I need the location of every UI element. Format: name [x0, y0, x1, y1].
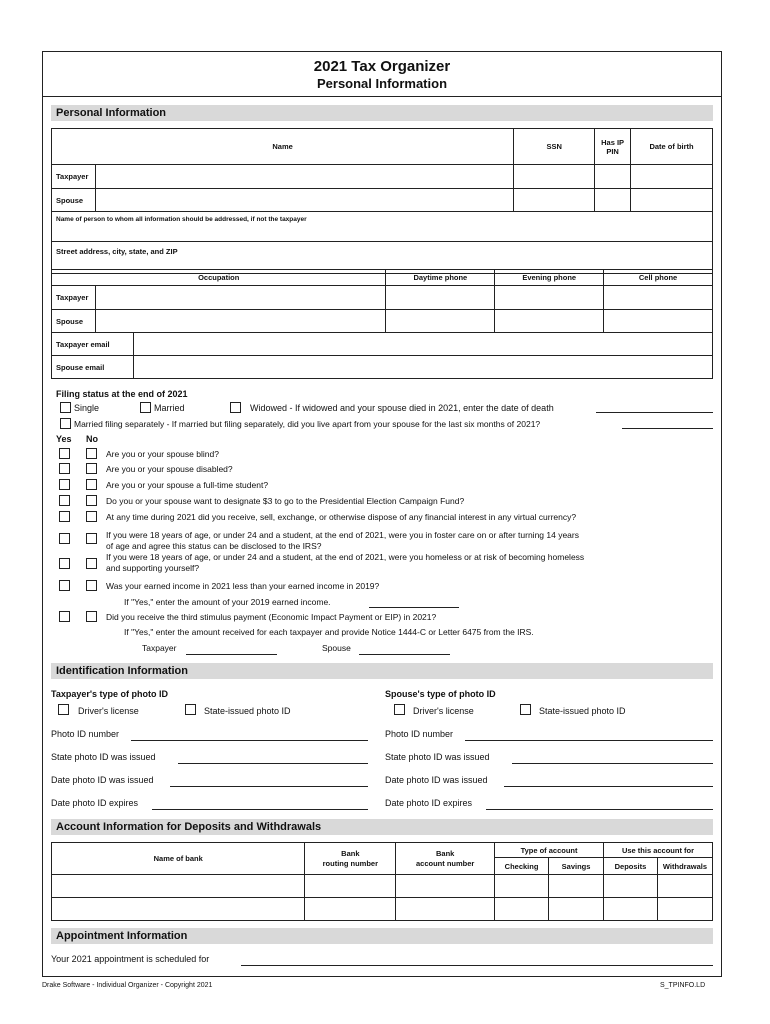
evening-phone-header: Evening phone: [495, 270, 604, 286]
married-checkbox[interactable]: [140, 402, 151, 413]
taxpayer-state-issued-line[interactable]: [178, 763, 368, 764]
widowed-label: Widowed - If widowed and your spouse died in 2021, enter the date of death: [250, 403, 554, 413]
bank1-savings-field[interactable]: [549, 875, 604, 898]
filing-status-heading: Filing status at the end of 2021: [56, 389, 188, 399]
married-label: Married: [154, 403, 185, 413]
taxpayer-state-id-checkbox[interactable]: [185, 704, 196, 715]
routing-header-line2: routing number: [322, 858, 379, 868]
disabled-yes-checkbox[interactable]: [59, 463, 70, 474]
mfs-answer-line[interactable]: [622, 428, 713, 429]
taxpayer-dob-field[interactable]: [631, 165, 713, 189]
homeless-no-checkbox[interactable]: [86, 558, 97, 569]
email-table: [51, 332, 713, 379]
taxpayer-daytime-field[interactable]: [386, 286, 495, 310]
taxpayer-email-label: Taxpayer email: [52, 333, 134, 356]
stimulus-followup: If "Yes," enter the amount received for each taxpayer and provide Notice 1444-C or Letter 6475 from the IRS.: [124, 627, 534, 637]
ssn-header: SSN: [514, 129, 595, 165]
bank2-deposits-field[interactable]: [604, 898, 658, 921]
bank2-name-field[interactable]: [52, 898, 305, 921]
routing-header-line1: Bank: [341, 848, 360, 858]
deposits-header: Deposits: [604, 858, 658, 875]
account-table: [51, 842, 713, 921]
taxpayer-occupation-field[interactable]: [95, 286, 385, 310]
savings-header: Savings: [549, 858, 604, 875]
appointment-label: Your 2021 appointment is scheduled for: [51, 954, 210, 964]
blind-no-checkbox[interactable]: [86, 448, 97, 459]
use-account-header: Use this account for: [604, 843, 713, 858]
taxpayer-state-id-label: State-issued photo ID: [204, 706, 291, 716]
bank1-name-field[interactable]: [52, 875, 305, 898]
address-label: Street address, city, state, and ZIP: [56, 247, 178, 256]
appointment-line[interactable]: [241, 965, 713, 966]
stimulus-spouse-label: Spouse: [322, 643, 351, 653]
taxpayer-expires-label: Date photo ID expires: [51, 798, 139, 808]
taxpayer-name-field[interactable]: [95, 165, 513, 189]
question-virtual-currency: At any time during 2021 did you receive, sell, exchange, or otherwise dispose of any financial interest in any virtual currency?: [106, 512, 577, 522]
campaign-no-checkbox[interactable]: [86, 495, 97, 506]
foster-no-checkbox[interactable]: [86, 533, 97, 544]
question-blind: Are you or your spouse blind?: [106, 449, 219, 459]
taxpayer-date-issued-line[interactable]: [170, 786, 368, 787]
cell-phone-header: Cell phone: [604, 270, 713, 286]
widowed-checkbox[interactable]: [230, 402, 241, 413]
homeless-yes-checkbox[interactable]: [59, 558, 70, 569]
spouse-date-issued-label: Date photo ID was issued: [385, 775, 488, 785]
taxpayer-date-issued-label: Date photo ID was issued: [51, 775, 154, 785]
spouse-cell-field[interactable]: [604, 310, 713, 333]
blind-yes-checkbox[interactable]: [59, 448, 70, 459]
footer-form-code: S_TPINFO.LD: [660, 982, 706, 989]
mfs-label: Married filing separately - If married but filing separately, did you live apart from your spouse for the last six months of 2021?: [74, 419, 541, 429]
stimulus-yes-checkbox[interactable]: [59, 611, 70, 622]
stimulus-spouse-line[interactable]: [359, 654, 450, 655]
page-subtitle: Personal Information: [316, 76, 448, 91]
section-appointment: Appointment Information: [51, 928, 713, 944]
routing-number-header: [305, 843, 396, 875]
spouse-state-id-checkbox[interactable]: [520, 704, 531, 715]
spouse-email-field[interactable]: [133, 356, 712, 379]
occupation-phone-table: [51, 269, 713, 333]
bank2-account-field[interactable]: [396, 898, 495, 921]
spouse-photo-id-number-line[interactable]: [465, 740, 713, 741]
question-stimulus: Did you receive the third stimulus payment (Economic Impact Payment or EIP) in 2021?: [106, 612, 437, 622]
name-header: Name: [52, 129, 514, 165]
spouse-evening-field[interactable]: [495, 310, 604, 333]
account-header-line2: account number: [415, 858, 475, 868]
spouse-name-field[interactable]: [95, 189, 513, 212]
yes-header: Yes: [56, 434, 72, 444]
taxpayer-label: Taxpayer: [52, 165, 96, 189]
spouse-drivers-label: Driver's license: [413, 706, 474, 716]
spouse-occupation-field[interactable]: [95, 310, 385, 333]
spouse-label: Spouse: [52, 189, 96, 212]
spouse-state-id-label: State-issued photo ID: [539, 706, 626, 716]
question-homeless-line1: If you were 18 years of age, or under 24 and a student, at the end of 2021, were you homeless or at risk of becoming homeless: [106, 552, 585, 562]
section-identification: Identification Information: [51, 663, 713, 679]
addressee-field[interactable]: [52, 212, 713, 242]
taxpayer-photo-id-number-label: Photo ID number: [51, 729, 120, 739]
spouse-photo-id-number-label: Photo ID number: [385, 729, 454, 739]
spouse-date-issued-line[interactable]: [504, 786, 713, 787]
taxpayer-ssn-field[interactable]: [514, 165, 595, 189]
student-no-checkbox[interactable]: [86, 479, 97, 490]
occupation-header: Occupation: [52, 270, 386, 286]
name-of-bank-header: Name of bank: [52, 843, 305, 875]
bank2-savings-field[interactable]: [549, 898, 604, 921]
section-account: Account Information for Deposits and Withdrawals: [51, 819, 713, 835]
spouse-expires-label: Date photo ID expires: [385, 798, 473, 808]
question-campaign: Do you or your spouse want to designate $3 to go to the Presidential Election Campaign Fund?: [106, 496, 465, 506]
taxpayer-occ-label: Taxpayer: [52, 286, 96, 310]
bank2-checking-field[interactable]: [495, 898, 549, 921]
spouse-expires-line[interactable]: [486, 809, 713, 810]
taxpayer-photo-id-number-line[interactable]: [131, 740, 368, 741]
taxpayer-photo-id-heading: Taxpayer's type of photo ID: [51, 689, 168, 699]
disabled-no-checkbox[interactable]: [86, 463, 97, 474]
student-yes-checkbox[interactable]: [59, 479, 70, 490]
checking-header: Checking: [495, 858, 549, 875]
footer-copyright: Drake Software - Individual Organizer - Copyright 2021: [42, 982, 213, 989]
spouse-daytime-field[interactable]: [386, 310, 495, 333]
taxpayer-state-issued-label: State photo ID was issued: [51, 752, 156, 762]
addressee-label: Name of person to whom all information should be addressed, if not the taxpayer: [56, 216, 307, 223]
bank2-routing-field[interactable]: [305, 898, 396, 921]
spouse-ssn-field[interactable]: [514, 189, 595, 212]
spouse-state-issued-label: State photo ID was issued: [385, 752, 490, 762]
date-of-death-line[interactable]: [596, 412, 713, 413]
dob-header: Date of birth: [631, 129, 713, 165]
bank1-deposits-field[interactable]: [604, 875, 658, 898]
spouse-email-label: Spouse email: [52, 356, 134, 379]
spouse-state-issued-line[interactable]: [512, 763, 713, 764]
question-foster-line1: If you were 18 years of age, or under 24 and a student, at the end of 2021, were you in foster care on or after turning 14 years: [106, 530, 579, 540]
virtual-currency-no-checkbox[interactable]: [86, 511, 97, 522]
taxpayer-drivers-checkbox[interactable]: [58, 704, 69, 715]
taxpayer-expires-line[interactable]: [152, 809, 368, 810]
question-income: Was your earned income in 2021 less than your earned income in 2019?: [106, 581, 380, 591]
spouse-dob-field[interactable]: [631, 189, 713, 212]
personal-info-table: [51, 128, 713, 274]
income-yes-checkbox[interactable]: [59, 580, 70, 591]
bank1-account-field[interactable]: [396, 875, 495, 898]
page-title: 2021 Tax Organizer: [313, 58, 451, 75]
ip-pin-header: Has IP PIN: [595, 129, 631, 165]
foster-yes-checkbox[interactable]: [59, 533, 70, 544]
question-student: Are you or your spouse a full-time student?: [106, 480, 269, 490]
income-no-checkbox[interactable]: [86, 580, 97, 591]
taxpayer-evening-field[interactable]: [495, 286, 604, 310]
taxpayer-email-field[interactable]: [133, 333, 712, 356]
question-homeless-line2: and supporting yourself?: [106, 563, 200, 573]
bank1-routing-field[interactable]: [305, 875, 396, 898]
campaign-yes-checkbox[interactable]: [59, 495, 70, 506]
type-of-account-header: Type of account: [495, 843, 604, 858]
bank1-withdrawals-field[interactable]: [657, 875, 712, 898]
account-number-header: [396, 843, 495, 875]
taxpayer-drivers-label: Driver's license: [78, 706, 139, 716]
virtual-currency-yes-checkbox[interactable]: [59, 511, 70, 522]
bank1-checking-field[interactable]: [495, 875, 549, 898]
withdrawals-header: Withdrawals: [657, 858, 712, 875]
account-header-line1: Bank: [435, 848, 455, 858]
taxpayer-cell-field[interactable]: [604, 286, 713, 310]
no-header: No: [86, 434, 98, 444]
question-disabled: Are you or your spouse disabled?: [106, 464, 233, 474]
daytime-phone-header: Daytime phone: [386, 270, 495, 286]
taxpayer-ip-pin-field[interactable]: [595, 165, 631, 189]
stimulus-no-checkbox[interactable]: [86, 611, 97, 622]
mfs-checkbox[interactable]: [60, 418, 71, 429]
spouse-drivers-checkbox[interactable]: [394, 704, 405, 715]
section-personal-information: Personal Information: [51, 105, 713, 121]
single-checkbox[interactable]: [60, 402, 71, 413]
bank2-withdrawals-field[interactable]: [657, 898, 712, 921]
title-block: [42, 51, 722, 97]
stimulus-taxpayer-label: Taxpayer: [142, 643, 177, 653]
spouse-photo-id-heading: Spouse's type of photo ID: [385, 689, 496, 699]
question-foster-line2: of age and agree this status can be disclosed to the IRS?: [106, 541, 322, 551]
spouse-occ-label: Spouse: [52, 310, 96, 333]
income-followup: If "Yes," enter the amount of your 2019 earned income.: [124, 597, 331, 607]
single-label: Single: [74, 403, 100, 413]
stimulus-taxpayer-line[interactable]: [186, 654, 277, 655]
spouse-ip-pin-field[interactable]: [595, 189, 631, 212]
income-2019-line[interactable]: [369, 607, 459, 608]
